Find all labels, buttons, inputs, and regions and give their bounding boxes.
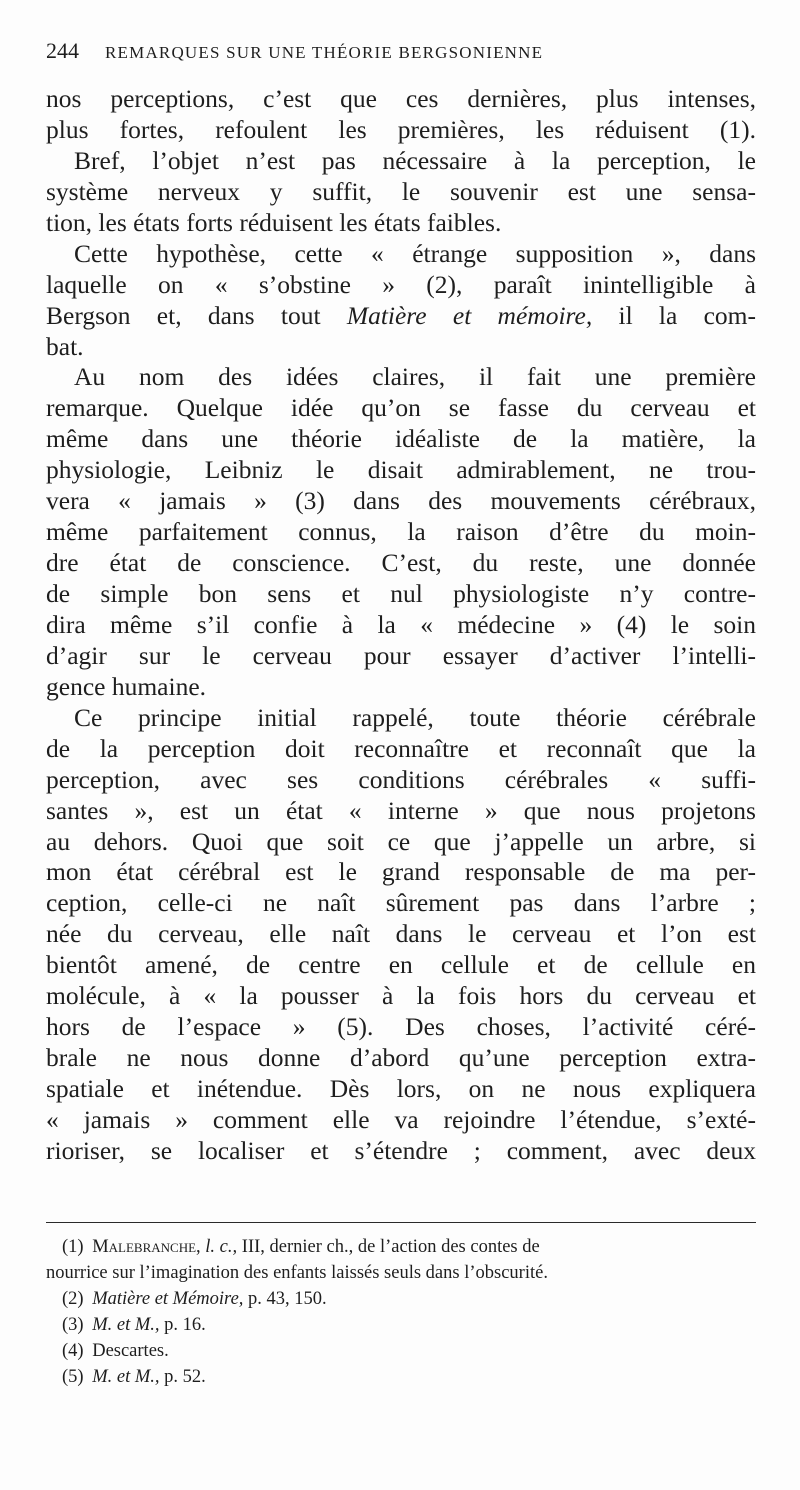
footnote-number: (3) (62, 1315, 84, 1335)
text-line: santes », est un état « interne » que nous projetons (46, 795, 756, 825)
text-line: plus fortes, refoulent les premières, les réduisent (1). (46, 114, 756, 144)
text-line: au dehors. Quoi que soit ce que j’appelle un arbre, si (46, 826, 756, 856)
text-line: tion, les états forts réduisent les états faibles. (46, 207, 502, 237)
footnote-3 (46, 1312, 758, 1338)
text-line: bat. (46, 331, 84, 361)
text-line: physiologie, Leibniz le disait admirablement, ne trou- (46, 455, 756, 485)
footnote-number: (1) (62, 1237, 84, 1257)
text-line: dira même s’il confie à la « médecine » (4) le soin (46, 609, 756, 639)
text-line: dre état de conscience. C’est, du reste, une donnée (46, 548, 756, 578)
footnote-title-italic: M. et M., (92, 1367, 160, 1387)
footnotes (46, 1234, 758, 1390)
text-line: Ce principe initial rappelé, toute théorie cérébrale (74, 702, 756, 732)
text-line: de la perception doit reconnaître et reconnaît que la (46, 733, 756, 763)
footnote-text: III, dernier ch., de l’action des contes de (237, 1237, 540, 1257)
text-line: même parfaitement connus, la raison d’être du moin- (46, 517, 756, 547)
text-line: remarque. Quelque idée qu’on se fasse du cerveau et (46, 393, 756, 423)
text-line: née du cerveau, elle naît dans le cerveau et l’on est (46, 919, 756, 949)
footnote-5 (46, 1364, 758, 1390)
page-number: 244 (46, 38, 79, 63)
text-line: gence humaine. (46, 671, 207, 701)
footnote-text: Descartes. (92, 1341, 169, 1361)
footnote-text: p. 43, 150. (243, 1289, 327, 1309)
footnote-text: p. 16. (159, 1315, 206, 1335)
text-line: brale ne nous donne d’abord qu’une perception extra- (46, 1043, 756, 1073)
text-line: « jamais » comment elle va rejoindre l’étendue, s’exté- (46, 1104, 756, 1134)
text-line: Cette hypothèse, cette « étrange supposition », dans (74, 238, 756, 268)
text-line: Au nom des idées claires, il fait une première (74, 362, 756, 392)
book-title-italic: Matière et mémoire, (346, 300, 593, 330)
footnote-title-italic: Matière et Mémoire, (92, 1289, 244, 1309)
body-text (46, 84, 756, 1167)
footnote-ref-italic: l. c., (205, 1237, 238, 1257)
footnote-1 (46, 1234, 758, 1260)
text-line: hors de l’espace » (5). Des choses, l’activité céré- (46, 1012, 756, 1042)
text-line: molécule, à « la pousser à la fois hors du cerveau et (46, 981, 756, 1011)
text-line: d’agir sur le cerveau pour essayer d’activer l’intelli- (46, 640, 756, 670)
footnote-4 (46, 1338, 758, 1364)
text-line: même dans une théorie idéaliste de la matière, la (46, 424, 756, 454)
text-line: de simple bon sens et nul physiologiste n’y contre- (46, 579, 756, 608)
footnote-2 (46, 1286, 758, 1312)
text-line: laquelle on « s’obstine » (2), paraît inintelligible à (46, 269, 756, 299)
text-line: nos perceptions, c’est que ces dernières, plus intenses, (46, 84, 756, 113)
footnote-title-italic: M. et M., (92, 1315, 160, 1335)
footnote-rule (46, 1222, 756, 1223)
footnote-text: p. 52. (159, 1367, 206, 1387)
text-line: spatiale et inétendue. Dès lors, on ne nous expliquera (46, 1074, 756, 1103)
running-title: REMARQUES SUR UNE THÉORIE BERGSONIENNE (105, 43, 544, 62)
footnote-author: Malebranche, (92, 1237, 201, 1257)
text-line: rioriser, se localiser et s’étendre ; comment, avec deux (46, 1135, 756, 1165)
text-line-end: il la com- (592, 300, 757, 330)
page-header (46, 38, 746, 68)
footnote-number: (5) (62, 1367, 84, 1387)
text-line: bientôt amené, de centre en cellule et de cellule en (46, 950, 756, 980)
text-line: perception, avec ses conditions cérébrales « suffi- (46, 764, 756, 794)
footnote-1-continued: nourrice sur l’imagination des enfants laissés seuls dans l’obscurité. (46, 1263, 548, 1283)
text-line-start: Bergson et, dans tout (46, 300, 321, 330)
text-line (46, 301, 756, 332)
text-line: mon état cérébral est le grand responsable de ma per- (46, 857, 756, 887)
footnote-number: (2) (62, 1289, 84, 1309)
footnote-number: (4) (62, 1341, 84, 1361)
text-line: système nerveux y suffit, le souvenir est une sensa- (46, 176, 756, 206)
text-line: ception, celle-ci ne naît sûrement pas dans l’arbre ; (46, 888, 756, 918)
text-line: vera « jamais » (3) dans des mouvements cérébraux, (46, 486, 756, 516)
text-line: Bref, l’objet n’est pas nécessaire à la perception, le (74, 145, 756, 175)
